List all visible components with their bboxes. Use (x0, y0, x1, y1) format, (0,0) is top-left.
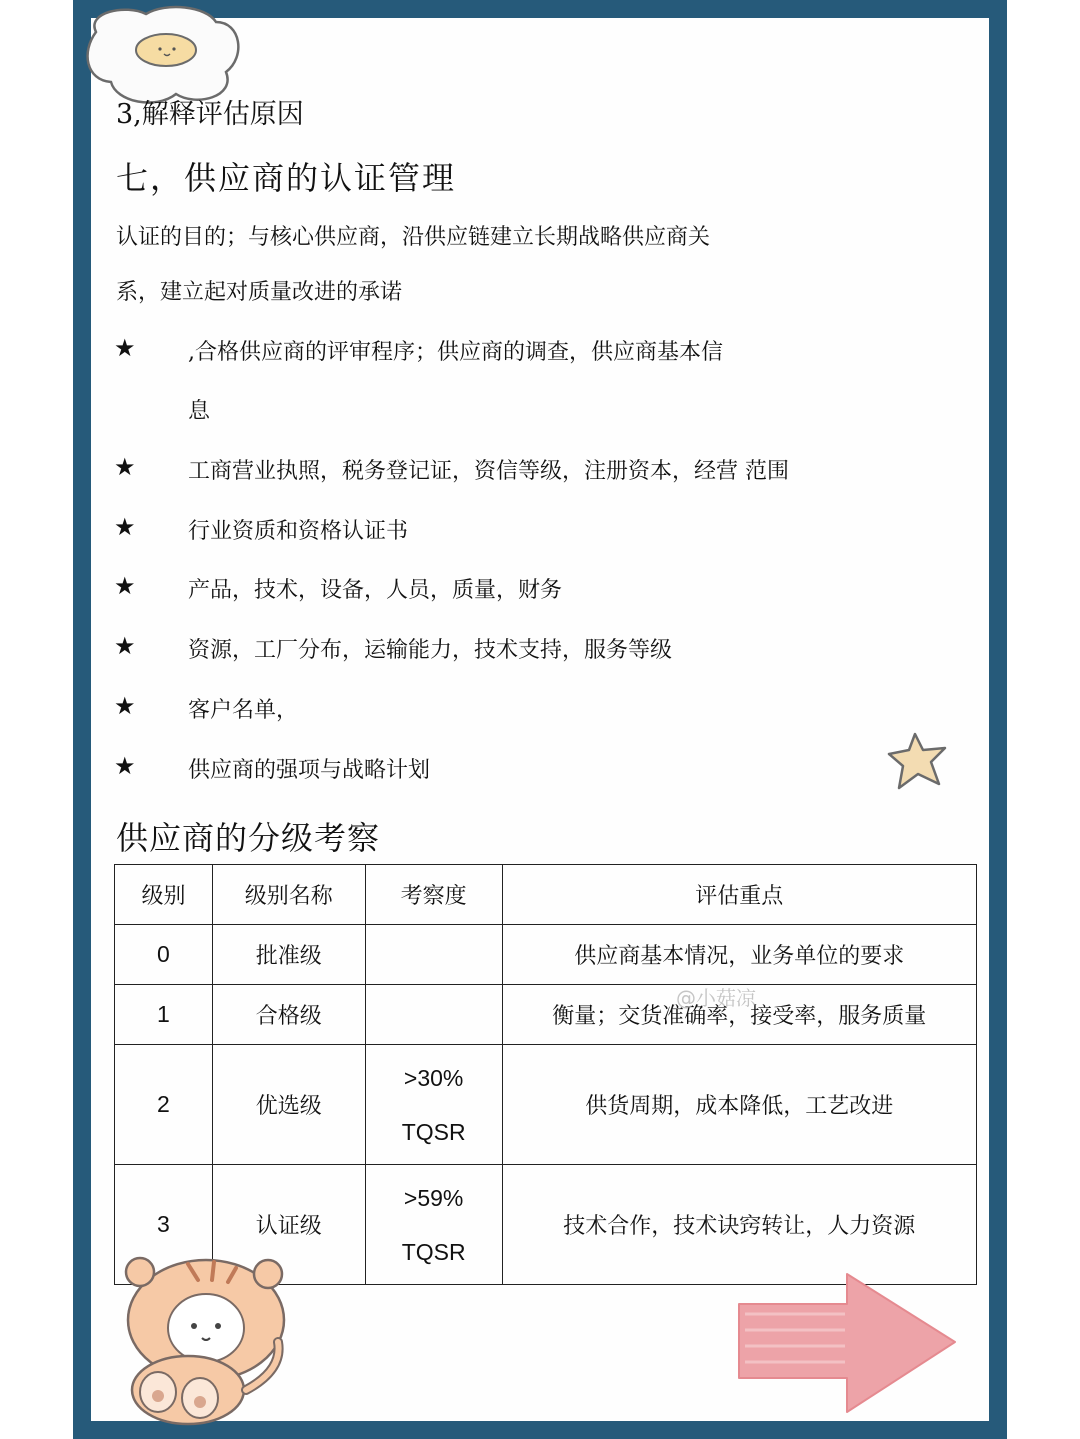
level-name-cell: 批准级 (212, 925, 365, 985)
degree-cell (365, 925, 502, 985)
focus-cell: 供应商基本情况，业务单位的要求 (502, 925, 976, 985)
header-cell: 级别名称 (212, 865, 365, 925)
level-name-cell: 认证级 (212, 1165, 365, 1285)
star-icon: ★ (114, 453, 136, 481)
level-cell: 3 (115, 1165, 213, 1285)
level-name-cell: 优选级 (212, 1045, 365, 1165)
star-icon: ★ (114, 334, 136, 362)
focus-cell: 供货周期，成本降低，工艺改进 (502, 1045, 976, 1165)
degree-metric: TQSR (401, 1238, 466, 1265)
watermark: @小菇凉 (676, 986, 756, 1010)
degree-cell (365, 1165, 502, 1285)
level-name-cell: 合格级 (212, 985, 365, 1045)
arrow-right-icon (735, 1270, 960, 1420)
degree-cell (365, 985, 502, 1045)
star-icon: ★ (114, 632, 136, 660)
star-icon: ★ (114, 752, 136, 780)
degree-cell (365, 1045, 502, 1165)
star-sticker-icon (885, 728, 955, 794)
bullet-item: 客户名单， (188, 698, 299, 723)
header-cell: 评估重点 (502, 865, 976, 925)
reason-heading: 3,解释评估原因 (116, 99, 304, 130)
star-icon: ★ (114, 692, 136, 720)
section-title: 七，供应商的认证管理 (116, 159, 457, 197)
bullet-item: 行业资质和资格认证书 (188, 519, 409, 544)
table-row (115, 925, 977, 985)
star-icon: ★ (114, 513, 136, 541)
bullet-item: 供应商的强项与战略计划 (188, 758, 431, 783)
purpose-line-2: 系，建立起对质量改进的承诺 (116, 280, 403, 305)
header-cell: 考察度 (365, 865, 502, 925)
bullet-item-continued: 息 (188, 399, 211, 424)
level-cell: 2 (115, 1045, 213, 1165)
purpose-line-1: 认证的目的；与核心供应商，沿供应链建立长期战略供应商关 (116, 225, 711, 250)
level-cell: 0 (115, 925, 213, 985)
focus-cell: 衡量；交货准确率，接受率，服务质量 (502, 985, 976, 1045)
bullet-item: 产品，技术，设备，人员，质量，财务 (188, 578, 563, 603)
star-icon: ★ (114, 572, 136, 600)
header-cell: 级别 (115, 865, 213, 925)
level-cell: 1 (115, 985, 213, 1045)
bullet-item: ,合格供应商的评审程序；供应商的调查，供应商基本信 (188, 340, 723, 365)
supplier-grade-table (114, 864, 977, 1285)
table-row (115, 1045, 977, 1165)
bullet-item: 工商营业执照，税务登记证，资信等级，注册资本，经营 范围 (188, 459, 789, 484)
table-header-row (115, 865, 977, 925)
tiger-sticker-icon (118, 1250, 298, 1430)
bullet-item: 资源，工厂分布，运输能力，技术支持，服务等级 (188, 638, 673, 663)
focus-cell: 技术合作，技术诀窍转让，人力资源 (502, 1165, 976, 1285)
degree-percent: >30% (403, 1064, 464, 1091)
degree-percent: >59% (403, 1184, 464, 1211)
table-title: 供应商的分级考察 (116, 819, 381, 857)
degree-metric: TQSR (401, 1118, 466, 1145)
table-row (115, 985, 977, 1045)
